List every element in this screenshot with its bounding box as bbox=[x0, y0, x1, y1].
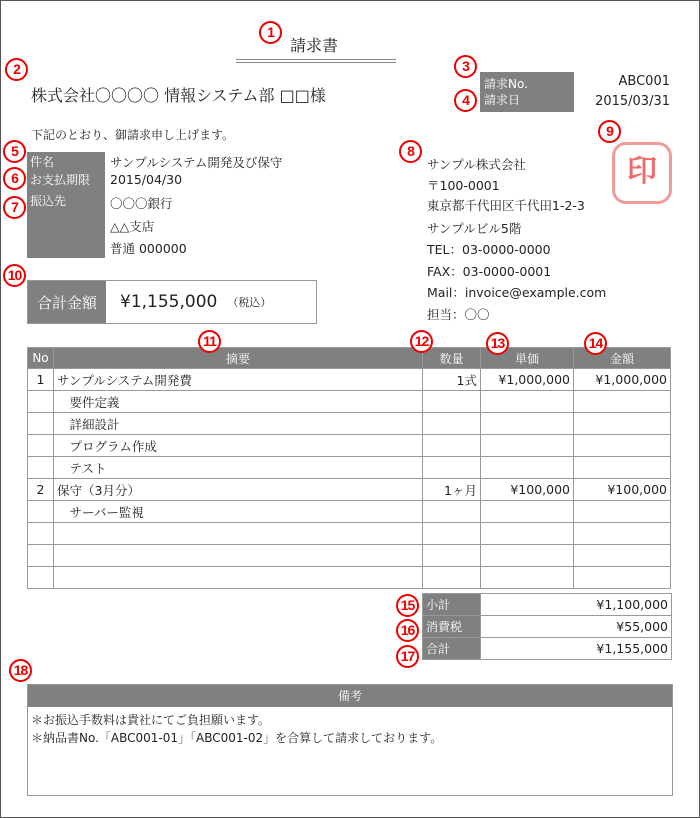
marker-3: 3 bbox=[454, 55, 477, 78]
table-row bbox=[28, 369, 671, 391]
items-table bbox=[27, 347, 671, 589]
total-amount-value: ¥1,155,000 bbox=[120, 292, 218, 312]
invoice-date-label: 請求日 bbox=[484, 93, 521, 107]
tax-row bbox=[423, 616, 672, 638]
invoice-no-value: ABC001 bbox=[618, 74, 670, 89]
cell-amount: ¥100,000 bbox=[574, 479, 671, 501]
recipient: 株式会社〇〇〇〇 情報システム部 □□様 bbox=[31, 86, 326, 105]
title-underline bbox=[236, 59, 396, 63]
total-amount-box bbox=[27, 280, 317, 324]
cell-quantity: 1式 bbox=[423, 369, 481, 391]
bank-line: △△支店 bbox=[110, 219, 155, 234]
note-line: ＊納品書No.「ABC001-01」「ABC001-02」を合算して請求しております。 bbox=[31, 731, 443, 745]
cell-unit-price bbox=[481, 413, 574, 435]
issuer-line: 東京都千代田区千代田1-2-3 bbox=[427, 198, 585, 213]
marker-7: 7 bbox=[3, 196, 26, 219]
subtotal-value: ¥1,100,000 bbox=[481, 594, 672, 616]
bank-line: 普通 000000 bbox=[110, 241, 187, 256]
cell-description: 詳細設計 bbox=[54, 413, 423, 435]
marker-2: 2 bbox=[5, 58, 28, 81]
cell-no bbox=[28, 435, 54, 457]
cell-quantity bbox=[423, 413, 481, 435]
cell-amount bbox=[574, 413, 671, 435]
grand-total-row bbox=[423, 638, 672, 660]
notes-header: 備考 bbox=[28, 685, 672, 707]
cell-quantity bbox=[423, 567, 481, 589]
cell-no bbox=[28, 501, 54, 523]
marker-1: 1 bbox=[259, 21, 282, 44]
col-description: 摘要 bbox=[54, 348, 423, 369]
cell-description bbox=[54, 523, 423, 545]
cell-no bbox=[28, 545, 54, 567]
cell-description bbox=[54, 567, 423, 589]
cell-no: 2 bbox=[28, 479, 54, 501]
seal-mark: 印 bbox=[627, 154, 657, 189]
issuer-line: TEL：03-0000-0000 bbox=[427, 242, 551, 257]
cell-no bbox=[28, 567, 54, 589]
cell-amount bbox=[574, 523, 671, 545]
cell-unit-price bbox=[481, 457, 574, 479]
marker-10: 10 bbox=[3, 264, 26, 287]
table-row bbox=[28, 413, 671, 435]
notes-box bbox=[27, 684, 673, 796]
cell-unit-price bbox=[481, 523, 574, 545]
cell-amount bbox=[574, 501, 671, 523]
marker-16: 16 bbox=[396, 619, 419, 642]
tax-label: 消費税 bbox=[423, 616, 481, 638]
cell-quantity bbox=[423, 435, 481, 457]
cell-no bbox=[28, 413, 54, 435]
subtotal-row bbox=[423, 594, 672, 616]
cell-description: サンプルシステム開発費 bbox=[54, 369, 423, 391]
issuer-line: Mail：invoice@example.com bbox=[427, 285, 607, 300]
cell-description: 保守（3月分） bbox=[54, 479, 423, 501]
col-no: No bbox=[28, 348, 54, 369]
cell-quantity: 1ヶ月 bbox=[423, 479, 481, 501]
subject-label: 件名 bbox=[30, 155, 55, 169]
cell-amount bbox=[574, 435, 671, 457]
due-value: 2015/04/30 bbox=[110, 172, 183, 187]
cell-description: テスト bbox=[54, 457, 423, 479]
tax-included-note: （税込） bbox=[227, 296, 272, 309]
marker-15: 15 bbox=[396, 594, 419, 617]
issuer-line: サンプルビル5階 bbox=[427, 221, 522, 236]
subject-value: サンプルシステム開発及び保守 bbox=[110, 155, 283, 170]
table-row bbox=[28, 435, 671, 457]
marker-5: 5 bbox=[3, 140, 26, 163]
intro-text: 下記のとおり、御請求申し上げます。 bbox=[31, 128, 235, 142]
marker-4: 4 bbox=[454, 89, 477, 112]
cell-description bbox=[54, 545, 423, 567]
table-row bbox=[28, 457, 671, 479]
document-title: 請求書 bbox=[290, 36, 339, 55]
col-unit-price: 単価 bbox=[481, 348, 574, 369]
cell-amount bbox=[574, 545, 671, 567]
cell-no bbox=[28, 457, 54, 479]
cell-unit-price bbox=[481, 501, 574, 523]
cell-quantity bbox=[423, 457, 481, 479]
cell-amount bbox=[574, 567, 671, 589]
cell-quantity bbox=[423, 523, 481, 545]
invoice-no-label: 請求No. bbox=[484, 77, 528, 91]
table-row bbox=[28, 501, 671, 523]
info-labels bbox=[27, 152, 105, 258]
cell-amount bbox=[574, 391, 671, 413]
cell-unit-price: ¥100,000 bbox=[481, 479, 574, 501]
col-amount: 金額 bbox=[574, 348, 671, 369]
table-row bbox=[28, 391, 671, 413]
col-quantity: 数量 bbox=[423, 348, 481, 369]
due-label: お支払期限 bbox=[30, 173, 91, 187]
issuer-line: FAX：03-0000-0001 bbox=[427, 264, 552, 279]
issuer-line: 〒100-0001 bbox=[427, 178, 500, 193]
bank-line: 〇〇〇銀行 bbox=[110, 196, 173, 211]
issuer-line: サンプル株式会社 bbox=[427, 157, 526, 172]
cell-quantity bbox=[423, 391, 481, 413]
cell-amount: ¥1,000,000 bbox=[574, 369, 671, 391]
grand-total-value: ¥1,155,000 bbox=[481, 638, 672, 660]
cell-amount bbox=[574, 457, 671, 479]
subtotal-label: 小計 bbox=[423, 594, 481, 616]
marker-14: 14 bbox=[584, 332, 607, 355]
cell-description: サーバー監視 bbox=[54, 501, 423, 523]
total-amount-label: 合計金額 bbox=[28, 281, 106, 323]
marker-11: 11 bbox=[198, 330, 221, 353]
marker-17: 17 bbox=[396, 645, 419, 668]
summary-table bbox=[422, 593, 672, 660]
invoice-date-value: 2015/03/31 bbox=[595, 94, 670, 109]
marker-18: 18 bbox=[9, 659, 32, 682]
note-line: ＊お振込手数料は貴社にてご負担願います。 bbox=[31, 713, 271, 727]
tax-value: ¥55,000 bbox=[481, 616, 672, 638]
grand-total-label: 合計 bbox=[423, 638, 481, 660]
cell-quantity bbox=[423, 501, 481, 523]
marker-13: 13 bbox=[486, 332, 509, 355]
table-row bbox=[28, 567, 671, 589]
marker-12: 12 bbox=[410, 330, 433, 353]
cell-description: 要件定義 bbox=[54, 391, 423, 413]
invoice-meta-labels bbox=[480, 72, 574, 112]
bank-label: 振込先 bbox=[30, 194, 67, 208]
marker-9: 9 bbox=[598, 120, 621, 143]
table-row bbox=[28, 523, 671, 545]
marker-8: 8 bbox=[399, 140, 422, 163]
cell-unit-price bbox=[481, 545, 574, 567]
table-row bbox=[28, 545, 671, 567]
cell-no bbox=[28, 523, 54, 545]
cell-quantity bbox=[423, 545, 481, 567]
cell-description: プログラム作成 bbox=[54, 435, 423, 457]
cell-unit-price: ¥1,000,000 bbox=[481, 369, 574, 391]
cell-unit-price bbox=[481, 567, 574, 589]
cell-no bbox=[28, 391, 54, 413]
cell-unit-price bbox=[481, 435, 574, 457]
issuer-line: 担当：〇〇 bbox=[427, 307, 490, 322]
cell-unit-price bbox=[481, 391, 574, 413]
cell-no: 1 bbox=[28, 369, 54, 391]
marker-6: 6 bbox=[3, 167, 26, 190]
table-row bbox=[28, 479, 671, 501]
